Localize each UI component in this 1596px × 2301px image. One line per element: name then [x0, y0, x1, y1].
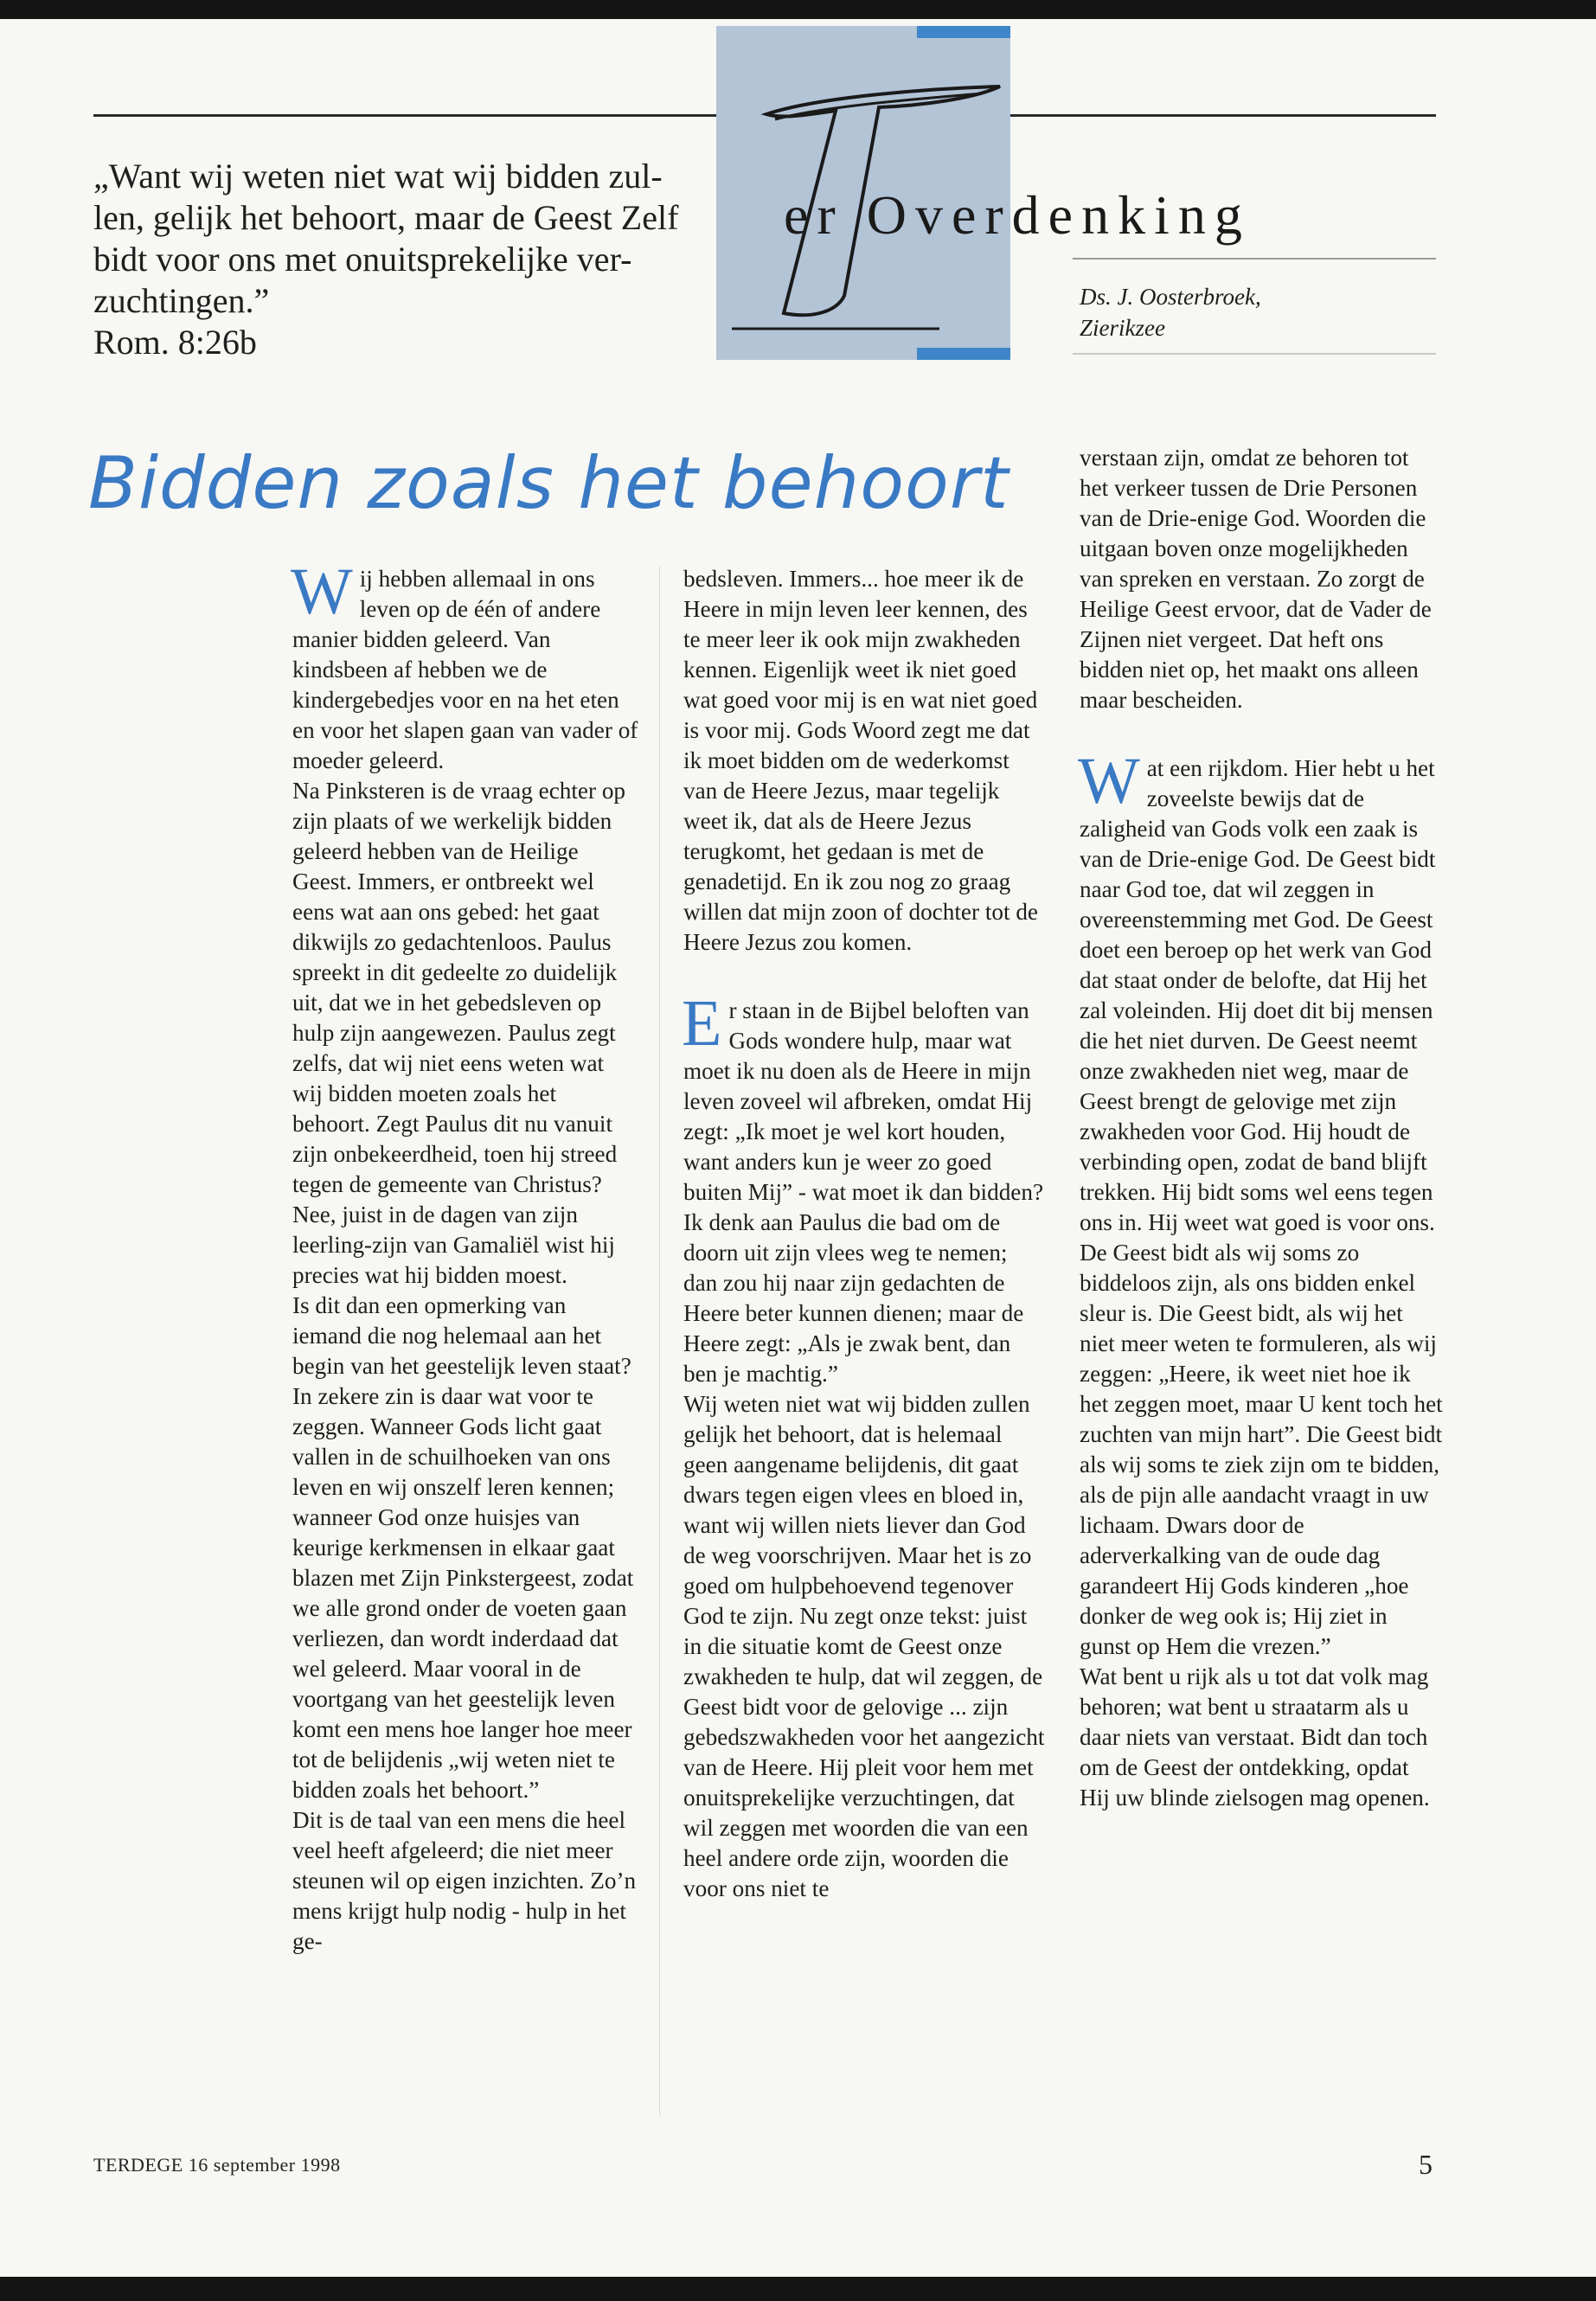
author-credit — [1080, 281, 1261, 343]
paragraph: verstaan zijn, omdat ze behoren tot het verkeer tussen de Drie Personen van de Drie-enige God. Woorden die uitgaan boven onze mogelijkheden van spreken en verstaan. Zo zorgt de Heilige Geest ervoor, dat de Vader de Zijnen niet vergeet. Dat heft ons bidden niet op, het maakt ons alleen maar bescheiden. — [1080, 445, 1432, 713]
article-title: Bidden zoals het behoort — [88, 441, 1010, 525]
quote-line-3: bidt voor ons met onuitsprekelijke ver- — [93, 240, 632, 279]
paragraph: bedsleven. Immers... hoe meer ik de Heere in mijn leven leer kennen, des te meer leer ik ook mijn zwakheden kennen. Eigenlijk weet ik niet goed wat goed voor mij is en wat niet goed is voor mij. Gods Woord zegt me dat ik moet bidden om de wederkomst van de Heere Jezus, maar tegelijk weet ik, dat als de Heere Jezus terugkomt, het gedaan is met de genadetijd. En ik zou nog zo graag willen dat mijn zoon of dochter tot de Heere Jezus zou komen. — [683, 566, 1038, 955]
paragraph — [1078, 745, 1443, 1662]
section-heading — [784, 183, 1251, 247]
paragraph: Wij weten niet wat wij bidden zullen gelijk het behoort, dat is helemaal geen aangename belijdenis, dit gaat dwars tegen eigen vlees en bloed in, want wij willen niets liever dan God de weg voorschrijven. Maar het is zo goed om hulpbehoevend tegenover God te zijn. Nu zegt onze tekst: juist in die situatie komt de Geest onze zwakheden te hulp, dat wil zeggen, de Geest bidt voor de gelovige ... zijn gebedszwakheden voor het aangezicht van de Heere. Hij pleit voor hem met onuitsprekelijke verzuchtingen, dat wil zeggen met woorden die van een heel andere orde zijn, woorden die voor ons niet te — [683, 1391, 1045, 1901]
page-number: 5 — [1419, 2149, 1433, 2180]
paragraph: Wat bent u rijk als u tot dat volk mag behoren; wat bent u straatarm als u daar niets van verstaat. Bidt dan toch om de Geest der ontdekking, opdat Hij uw blinde zielsogen mag openen. — [1080, 1663, 1430, 1811]
paragraph-text: r staan in de Bijbel beloften van Gods wondere hulp, maar wat moet ik nu doen als de Heere in mijn leven zoveel wil afbreken, omdat Hij zegt: „Ik moet je wel kort houden, want anders kun je weer zo goed buiten Mij” - wat moet ik dan bidden? Ik denk aan Paulus die bad om de doorn uit zijn vlees weg te nemen; dan zou hij naar zijn gedachten de Heere beter kunnen dienen; maar de Heere zegt: „Als je zwak bent, dan ben je machtig.” — [683, 997, 1044, 1387]
logo-accent-bottom — [917, 348, 1010, 360]
heading-rule — [1073, 258, 1436, 260]
paragraph: Na Pinksteren is de vraag echter op zijn plaats of we werkelijk bidden geleerd hebben van de Heilige Geest. Immers, er ontbreekt wel eens wat aan ons gebed: het gaat dikwijls zo gedachtenloos. Paulus spreekt in dit gedeelte zo duidelijk uit, dat we in het gebedsleven op hulp zijn aangewezen. Paulus zegt zelfs, dat wij niet eens weten wat wij bidden moeten zoals het behoort. Zegt Paulus dit nu vanuit zijn onbekeerdheid, toen hij streed tegen de gemeente van Christus? Nee, juist in de dagen van zijn leerling-zijn van Gamaliël wist hij precies wat hij bidden moest. — [292, 778, 626, 1288]
quote-line-4: zuchtingen.” — [93, 281, 270, 320]
logo-accent-top — [917, 26, 1010, 38]
author-rule — [1073, 353, 1436, 355]
drop-cap: W — [291, 555, 353, 628]
paragraph-gap — [683, 958, 1047, 996]
paragraph-text: ij hebben allemaal in ons leven op de één of andere manier bidden geleerd. Van kindsbeen af hebben we de kindergebedjes voor en na het eten en voor het slapen gaan van vader of moeder geleerd. — [292, 566, 638, 773]
section-heading-text: er Overdenking — [784, 184, 1251, 246]
article-column-2 — [683, 564, 1047, 1904]
scan-bottom-edge — [0, 2277, 1596, 2301]
paragraph: Is dit dan een opmerking van iemand die nog helemaal aan het begin van het geestelijk leven staat? In zekere zin is daar wat voor te zeggen. Wanneer Gods licht gaat vallen in de schuilhoeken van ons leven en wij onszelf leren kennen; wanneer God onze huisjes van keurige kerkmensen in elkaar gaat blazen met Zijn Pinkstergeest, zodat we alle grond onder de voeten gaan verliezen, dan wordt inderdaad dat wel geleerd. Maar vooral in de voortgang van het geestelijk leven komt een mens hoe langer hoe meer tot de belijdenis „wij weten niet te bidden zoals het behoort.” — [292, 1292, 634, 1803]
publication-footer: TERDEGE 16 september 1998 — [93, 2154, 341, 2176]
scripture-quote — [93, 156, 690, 363]
column-divider — [659, 567, 660, 2115]
quote-line-2: len, gelijk het behoort, maar de Geest Zelf — [93, 198, 679, 237]
drop-cap: E — [682, 987, 722, 1060]
drop-cap: W — [1078, 745, 1140, 817]
paragraph — [291, 555, 638, 776]
author-name: Ds. J. Oosterbroek, — [1080, 284, 1261, 310]
paragraph — [682, 987, 1047, 1389]
quote-reference: Rom. 8:26b — [93, 323, 257, 362]
paragraph: Dit is de taal van een mens die heel veel heeft afgeleerd; die niet meer steunen wil op eigen inzichten. Zo’n mens krijgt hulp nodig - hulp in het ge- — [292, 1807, 637, 1954]
article-column-1 — [291, 555, 638, 1957]
article-column-3 — [1080, 443, 1443, 1813]
author-location: Zierikzee — [1080, 315, 1165, 341]
quote-line-1: „Want wij weten niet wat wij bidden zul- — [93, 157, 663, 195]
paragraph-text: at een rijkdom. Hier hebt u het zoveelste bewijs dat de zaligheid van Gods volk een zaak is van de Drie-enige God. De Geest bidt naar God toe, dat wil zeggen in overeenstemming met God. De Geest doet een beroep op het werk van God dat staat onder de belofte, dat Hij het zal voleinden. Hij doet dit bij mensen die het niet durven. De Geest neemt onze zwakheden niet weg, maar de Geest brengt de gelovige met zijn zwakheden voor God. Hij houdt de verbinding open, zodat de band blijft trekken. Hij bidt soms wel eens tegen ons in. Hij weet wat goed is voor ons. De Geest bidt als wij soms zo biddeloos zijn, als ons bidden enkel sleur is. Die Geest bidt, als wij het niet meer weten te formuleren, als wij zeggen: „Heere, ik weet niet hoe ik het zeggen moet, maar U kent toch het zuchten van mijn hart”. Die Geest bidt als wij soms te ziek zijn om te bidden, als de pijn alle aandacht vraagt in uw lichaam. Dwars door de aderverkalking van de oude dag garandeert Hij Gods kinderen „hoe donker de weg ook is; Hij ziet in gunst op Hem die vrezen.” — [1080, 755, 1443, 1659]
scan-top-edge — [0, 0, 1596, 19]
